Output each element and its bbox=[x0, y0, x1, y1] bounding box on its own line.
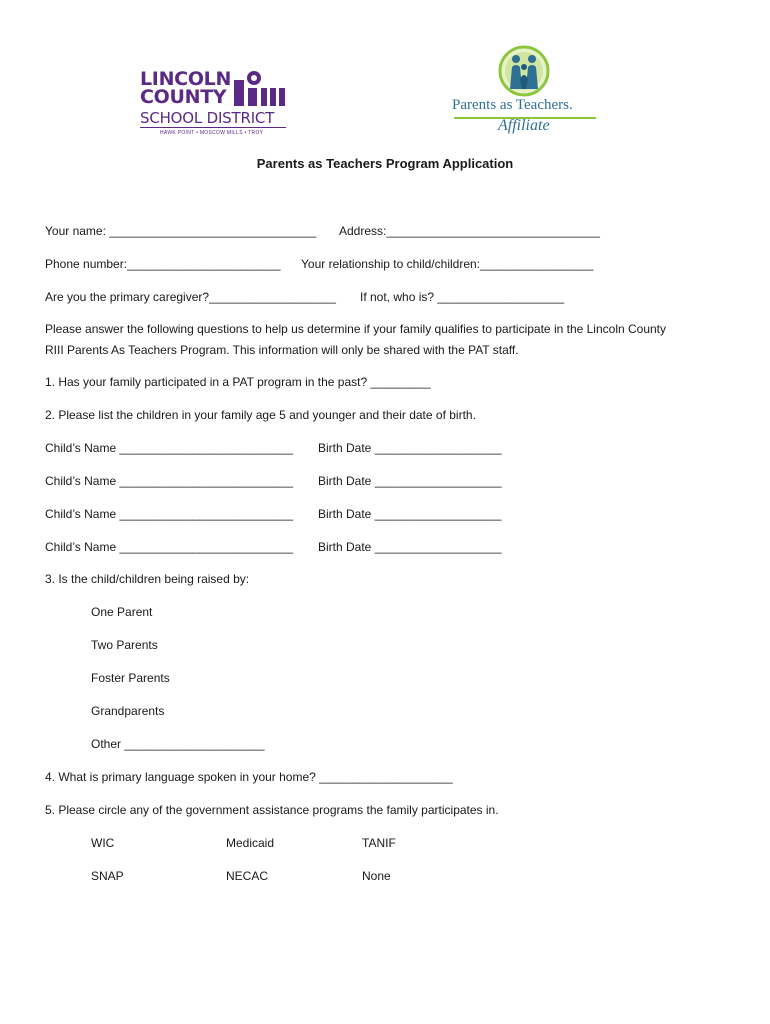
if-not-field[interactable]: If not, who is? ___________________ bbox=[360, 290, 565, 304]
question-1[interactable]: 1. Has your family participated in a PAT program in the past? _________ bbox=[45, 375, 431, 389]
option-none[interactable]: None bbox=[362, 869, 391, 883]
question-3: 3. Is the child/children being raised by: bbox=[45, 572, 250, 586]
name-field[interactable]: Your name: _______________________________ bbox=[45, 224, 317, 238]
child-name-field-2[interactable]: Child’s Name __________________________ bbox=[45, 474, 293, 488]
question-4[interactable]: 4. What is primary language spoken in your home? ____________________ bbox=[45, 770, 453, 784]
child-name-field-3[interactable]: Child’s Name __________________________ bbox=[45, 507, 293, 521]
option-other[interactable]: Other _____________________ bbox=[91, 737, 265, 751]
logo-underline bbox=[140, 127, 286, 128]
option-foster-parents[interactable]: Foster Parents bbox=[91, 671, 170, 685]
option-wic[interactable]: WIC bbox=[91, 836, 115, 850]
birth-date-field-3[interactable]: Birth Date ___________________ bbox=[318, 507, 502, 521]
option-snap[interactable]: SNAP bbox=[91, 869, 124, 883]
logo-line-county: COUNTY bbox=[140, 86, 227, 108]
family-emblem-icon bbox=[498, 45, 550, 97]
child-name-field-1[interactable]: Child’s Name __________________________ bbox=[45, 441, 293, 455]
option-two-parents[interactable]: Two Parents bbox=[91, 638, 158, 652]
logo-line-lincoln: LINCOLN bbox=[140, 68, 232, 90]
logo-line-school-district: SCHOOL DISTRICT bbox=[140, 109, 275, 127]
option-medicaid[interactable]: Medicaid bbox=[226, 836, 275, 850]
page-title: Parents as Teachers Program Application bbox=[256, 156, 514, 171]
pat-name: Parents as Teachers. bbox=[452, 97, 573, 113]
pat-affiliate: Affiliate bbox=[498, 117, 550, 134]
address-field[interactable]: Address:________________________________ bbox=[339, 224, 600, 238]
intro-text-line-1: Please answer the following questions to help us determine if your family qualifies to participate in the Lincoln County bbox=[45, 322, 667, 336]
option-necac[interactable]: NECAC bbox=[226, 869, 269, 883]
option-one-parent[interactable]: One Parent bbox=[91, 605, 153, 619]
birth-date-field-4[interactable]: Birth Date ___________________ bbox=[318, 540, 502, 554]
phone-field[interactable]: Phone number:_______________________ bbox=[45, 257, 281, 271]
logo-towns: HAWK POINT • MOSCOW MILLS • TROY bbox=[160, 130, 264, 136]
option-tanif[interactable]: TANIF bbox=[362, 836, 396, 850]
question-2: 2. Please list the children in your family age 5 and younger and their date of birth. bbox=[45, 408, 476, 422]
child-name-field-4[interactable]: Child’s Name __________________________ bbox=[45, 540, 293, 554]
riii-mark-icon bbox=[234, 70, 286, 108]
relationship-field[interactable]: Your relationship to child/children:_________________ bbox=[301, 257, 594, 271]
question-5: 5. Please circle any of the government assistance programs the family participates in. bbox=[45, 803, 499, 817]
caregiver-field[interactable]: Are you the primary caregiver?___________________ bbox=[45, 290, 336, 304]
lincoln-county-logo bbox=[138, 68, 288, 140]
option-grandparents[interactable]: Grandparents bbox=[91, 704, 165, 718]
birth-date-field-2[interactable]: Birth Date ___________________ bbox=[318, 474, 502, 488]
intro-text-line-2: RIII Parents As Teachers Program. This information will only be shared with the PAT staff. bbox=[45, 343, 519, 357]
birth-date-field-1[interactable]: Birth Date ___________________ bbox=[318, 441, 502, 455]
parents-as-teachers-logo bbox=[450, 45, 610, 140]
